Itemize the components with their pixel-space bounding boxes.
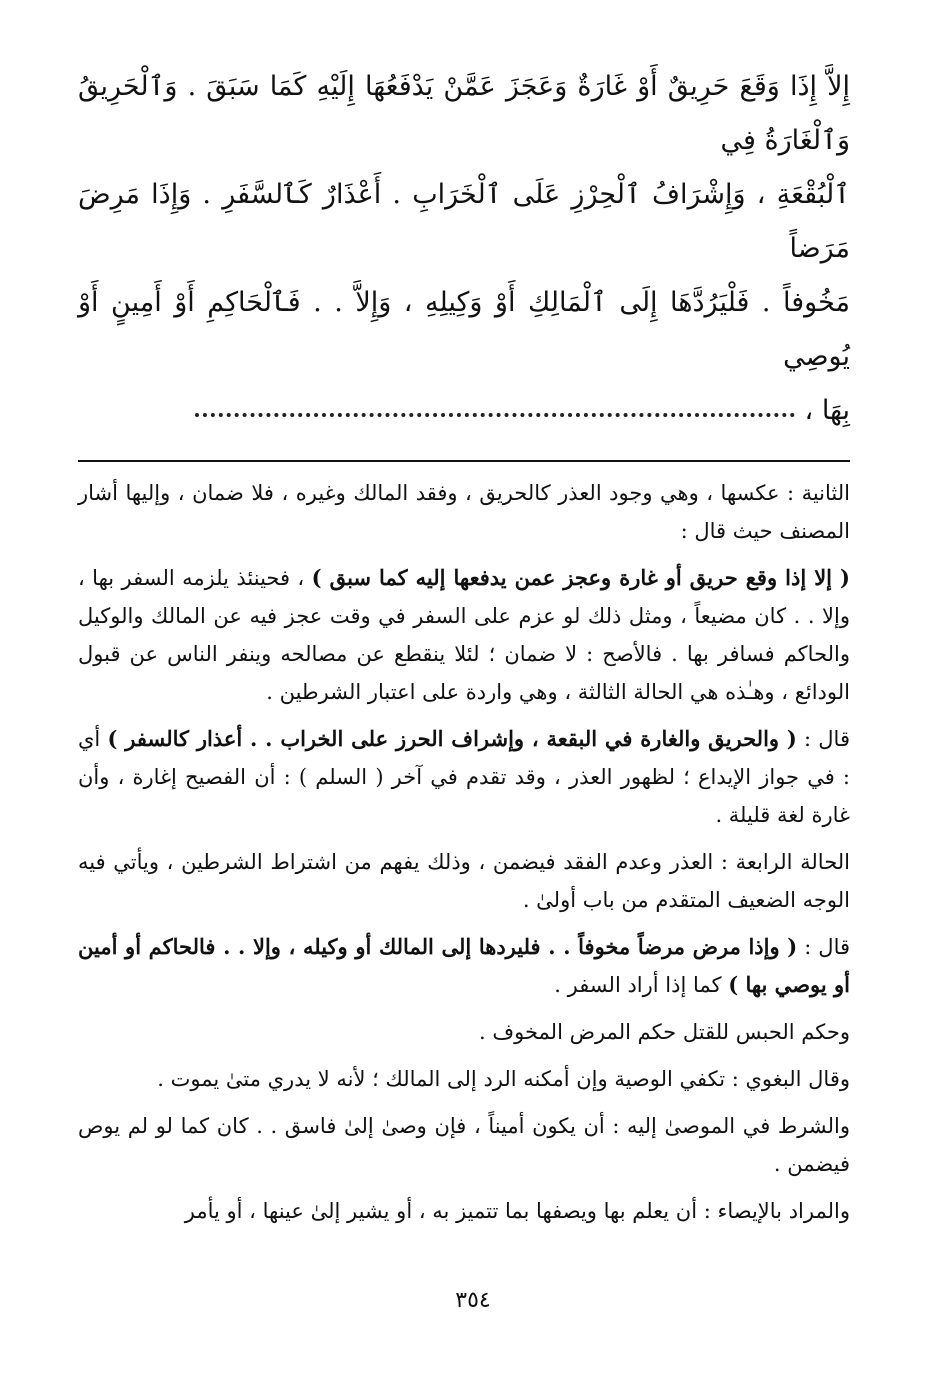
commentary-paragraph: والمراد بالإيصاء : أن يعلم بها ويصفها بما تتميز به ، أو يشير إلىٰ عينها ، أو يأمر <box>184 1199 850 1223</box>
commentary-paragraph: وحكم الحبس للقتل حكم المرض المخوف . <box>479 1020 850 1044</box>
quoted-matn: ( وإذا مرض مرضاً مخوفاً . . فليردها إلى المالك أو وكيله ، وإلا . . فالحاكم أو أمين أو يوصي بها ) <box>78 934 850 997</box>
commentary-text-run: أي : في جواز الإيداع ؛ لظهور العذر ، وقد تقدم في آخر ( السلم ) : أن الفصيح إغارة ، وأن غارة لغة قليلة . <box>78 727 850 827</box>
commentary-text-run: كما إذا أراد السفر . <box>554 973 729 997</box>
page-number: ٣٥٤ <box>455 1288 491 1313</box>
matn-line: إِلاَّ إِذَا وَقَعَ حَرِيقٌ أَوْ غَارَةٌ وَعَجَزَ عَمَّنْ يَدْفَعُهَا إِلَيْهِ كَمَا سَبَقَ . وَٱلْحَرِيقُ وَٱلْغَارَةُ فِي <box>78 71 850 156</box>
commentary-paragraph <box>78 720 850 834</box>
commentary-paragraph <box>78 559 850 711</box>
matn-line: ٱلْبُقْعَةِ ، وَإِشْرَافُ ٱلْحِرْزِ عَلَى ٱلْخَرَابِ . أَعْذَارٌ كَٱلسَّفَرِ . وَإِذَا مَرِضَ مَرَضاً <box>78 179 850 264</box>
book-page <box>78 60 850 1239</box>
dotted-leader <box>195 407 795 417</box>
quoted-matn: ( والحريق والغارة في البقعة ، وإشراف الحرز على الخراب . . أعذار كالسفر ) <box>107 726 797 751</box>
commentary-paragraph: الثانية : عكسها ، وهي وجود العذر كالحريق ، وفقد المالك وغيره ، فلا ضمان ، وإليها أشار المصنف حيث قال : <box>78 481 850 543</box>
commentary-paragraph <box>78 928 850 1004</box>
commentary-text <box>78 474 850 1230</box>
matn-line-text: بِهَا ، <box>804 395 850 426</box>
commentary-paragraph: والشرط في الموصىٰ إليه : أن يكون أميناً ، فإن وصىٰ إلىٰ فاسق . . كان كما لو لم يوص فيضمن . <box>78 1114 850 1176</box>
matn-text <box>78 60 850 438</box>
commentary-paragraph: الحالة الرابعة : العذر وعدم الفقد فيضمن ، وذلك يفهم من اشتراط الشرطين ، ويأتي فيه الوجه الضعيف المتقدم من باب أولىٰ . <box>78 850 850 912</box>
quoted-matn: ( إلا إذا وقع حريق أو غارة وعجز عمن يدفعها إليه كما سبق ) <box>311 565 850 590</box>
commentary-text-run: ، فحينئذ يلزمه السفر بها ، وإلا . . كان مضيعاً ، ومثل ذلك لو عزم على السفر في وقت عجز فيه عن المالك والوكيل والحاكم فسافر بها . فالأصح : لا ضمان ؛ لئلا ينقطع عن مصالحه وينفر الناس عن قبول الودائع ، وهـٰذه هي الحالة الثالثة ، وهي واردة على اعتبار الشرطين . <box>78 566 850 704</box>
commentary-text-run: قال : <box>796 727 850 751</box>
commentary-paragraph: وقال البغوي : تكفي الوصية وإن أمكنه الرد إلى المالك ؛ لأنه لا يدري متىٰ يموت . <box>157 1067 850 1091</box>
matn-line-last <box>78 384 850 438</box>
separator-rule <box>78 460 850 462</box>
commentary-text-run: قال : <box>797 935 851 959</box>
matn-line: مَخُوفاً . فَلْيَرُدَّهَا إِلَى ٱلْمَالِكِ أَوْ وَكِيلِهِ ، وَإِلاَّ . . فَٱلْحَاكِمِ أَوْ أَمِينٍ أَوْ يُوصِي <box>78 287 850 372</box>
